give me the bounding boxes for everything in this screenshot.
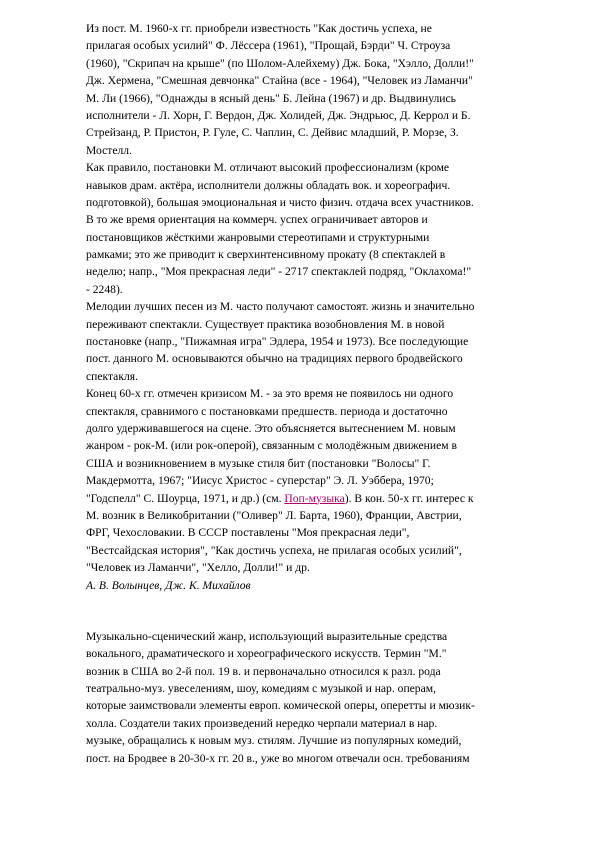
text-line: возник в США во 2-й пол. 19 в. и первоначально относился к разл. рода	[86, 664, 441, 678]
text-line: "Вестсайдская история", "Как достичь успеха, не прилагая особых усилий",	[86, 543, 462, 557]
text-line: подготовкой), большая эмоциональная и чисто физич. отдача всех участников.	[86, 195, 474, 209]
text-line: переживают спектакли. Существует практика возобновления М. в новой	[86, 317, 445, 331]
paragraph-block-1	[86, 20, 556, 490]
text-line: музыке, обращались к новым муз. стилям. Лучшие из популярных комедий,	[86, 734, 462, 748]
text-line: "Человек из Ламанчи", "Хелло, Долли!" и др.	[86, 561, 310, 575]
text-line: - 2248).	[86, 282, 123, 296]
text-line: Из пост. М. 1960-х гг. приобрели известность "Как достичь успеха, не	[86, 22, 432, 35]
text-line: Дж. Хермена, "Смешная девчонка" Стайна (все - 1964), "Человек из Ламанчи"	[86, 74, 473, 88]
text-line: спектакля.	[86, 369, 138, 383]
text-line-with-link	[86, 490, 556, 507]
text-line: Мостелл.	[86, 143, 132, 157]
text-line: прилагая особых усилий" Ф. Лёссера (1961), "Прощай, Бэрди" Ч. Строуза	[86, 39, 451, 53]
text-line: Музыкально-сценический жанр, использующий выразительные средства	[86, 629, 448, 643]
document-page	[86, 20, 556, 767]
text-after-link: ). В кон. 50-х гг. интерес к	[344, 491, 474, 505]
text-line: М. возник в Великобритании ("Оливер" Л. Барта, 1960), Франции, Австрии,	[86, 508, 462, 522]
text-line: Конец 60-х гг. отмечен кризисом М. - за это время не появилось ни одного	[86, 387, 454, 401]
text-line: постановщиков жёсткими жанровыми стереотипами и структурными	[86, 230, 430, 244]
paragraph-block-3	[86, 628, 556, 767]
text-line: навыков драм. актёра, исполнители должны обладать вок. и хореографич.	[86, 178, 451, 192]
text-line: рамками; это же приводит к сверхинтенсивному прокату (8 спектаклей в	[86, 248, 446, 262]
text-line: долго удерживавшегося на сцене. Это объясняется вытеснением М. новым	[86, 421, 456, 435]
text-line: Стрейзанд, Р. Пристон, Р. Гуле, С. Чаплин, С. Дейвис младший, Р. Морзе, З.	[86, 126, 459, 140]
text-line: постановке (напр., "Пижамная игра" Эдлера, 1954 и 1973). Все последующие	[86, 335, 469, 349]
text-line: Мелодии лучших песен из М. часто получают самостоят. жизнь и значительно	[86, 300, 475, 314]
text-line: пост. на Бродвее в 20-30-х гг. 20 в., уже во многом отвечали осн. требованиям	[86, 751, 470, 765]
text-line: (1960), "Скрипач на крыше" (по Шолом-Алейхему) Дж. Бока, "Хэлло, Долли!"	[86, 56, 474, 70]
text-line: жанром - рок-М. (или рок-оперой), связанным с молодёжным движением в	[86, 439, 457, 453]
text-line: вокального, драматического и хореографического искусств. Термин "М."	[86, 647, 447, 661]
text-line: пост. данного М. основываются обычно на традициях первого бродвейского	[86, 352, 463, 366]
text-line: которые заимствовали элементы европ. комической оперы, оперетты и мюзик-	[86, 699, 475, 713]
text-line: театрально-муз. увеселениям, шоу, комедиям с музыкой и нар. операм,	[86, 682, 436, 696]
text-line: неделю; напр., "Моя прекрасная леди" - 2717 спектаклей подряд, "Оклахома!"	[86, 265, 472, 279]
text-line: исполнители - Л. Хорн, Г. Вердон, Дж. Холидей, Дж. Эндрьюс, Д. Керрол и Б.	[86, 108, 471, 122]
text-line: холла. Создатели таких произведений нередко черпали материал в нар.	[86, 716, 438, 730]
author-line: А. В. Волынцев, Дж. К. Михайлов	[86, 578, 251, 592]
text-line: ФРГ, Чехословакии. В СССР поставлены "Моя прекрасная леди",	[86, 526, 410, 540]
text-line: США и возникновением в музыке стиля бит (постановки "Волосы" Г.	[86, 456, 431, 470]
pop-music-link[interactable]: Поп-музыка	[284, 491, 345, 505]
text-line: В то же время ориентация на коммерч. успех ограничивает авторов и	[86, 213, 428, 227]
text-line: Макдермотта, 1967; "Иисус Христос - суперстар" Э. Л. Уэббера, 1970;	[86, 474, 434, 488]
text-line: М. Ли (1966), "Однажды в ясный день" Б. Лейна (1967) и др. Выдвинулись	[86, 91, 456, 105]
section-gap	[86, 594, 556, 628]
text-before-link: "Годспелл" С. Шоурца, 1971, и др.) (см.	[86, 491, 285, 505]
paragraph-block-2	[86, 507, 556, 577]
text-line: спектакля, сравнимого с постановками предшеств. периода и достаточно	[86, 404, 448, 418]
text-line: Как правило, постановки М. отличают высокий профессионализм (кроме	[86, 161, 450, 175]
